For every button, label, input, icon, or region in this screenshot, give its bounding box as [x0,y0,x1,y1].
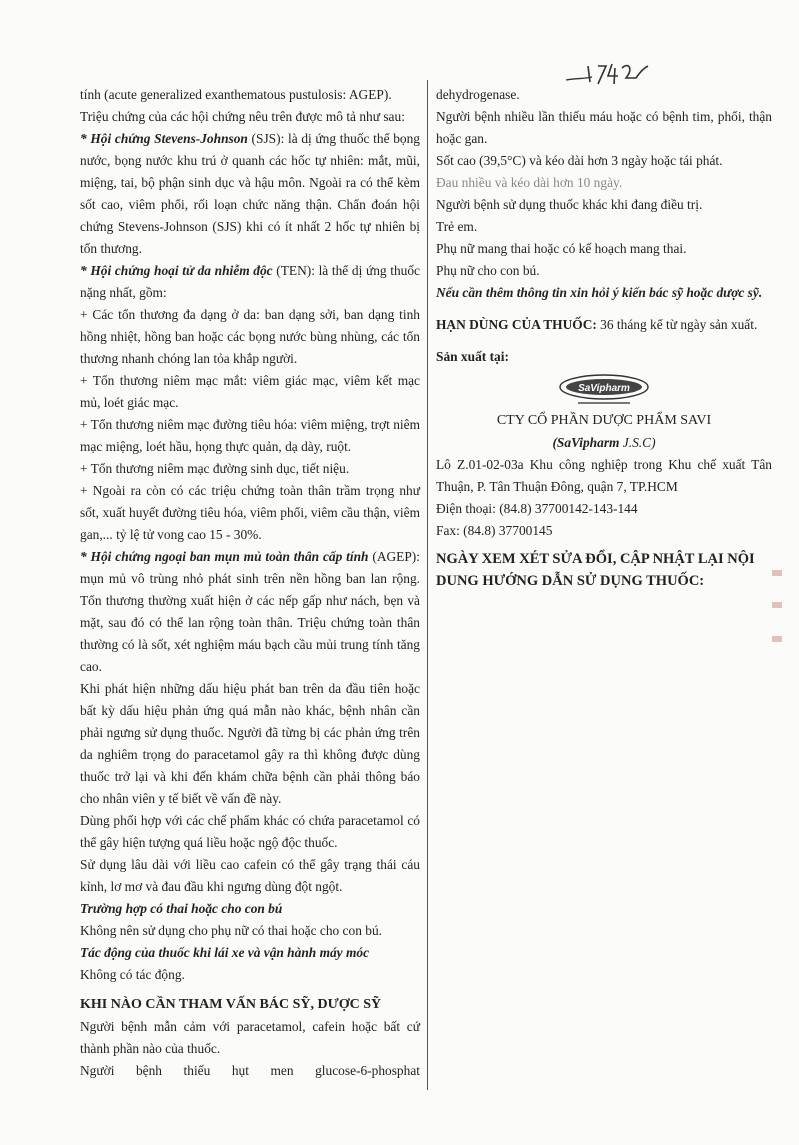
advice-text: Nếu cần thêm thông tin xin hỏi ý kiến bác sỹ hoặc dược sỹ. [436,285,763,300]
address: Lô Z.01-02-03a Khu công nghiệp trong Khu chế xuất Tân Thuận, P. Tân Thuận Đông, quận 7, TP.HCM [436,457,772,494]
company-brand-line [436,432,772,454]
agep-text: (AGEP): mụn mủ vô trùng nhỏ phát sinh trên nền hồng ban lan rộng. Tổn thương thường xuất hiện ở các nếp gấp như nách, bẹn và mặt, sau đó có thể lan rộng toàn thân. Triệu chứng toàn thân thường có là sốt, xét nghiệm máu bạch cầu mủi trung tính tăng cao. [80,549,420,674]
list-item: Phụ nữ cho con bú. [436,263,540,278]
edge-mark [772,602,782,608]
company-brand: (SaVipharm [552,435,620,450]
agep-section [80,546,420,678]
sjs-title: * Hội chứng Stevens-Johnson [80,131,248,146]
column-divider [427,80,428,1090]
paragraph: Triệu chứng của các hội chứng nêu trên được mô tả như sau: [80,109,405,124]
consult-heading: KHI NÀO CẦN THAM VẤN BÁC SỸ, DƯỢC SỸ [80,997,382,1012]
edge-mark [772,570,782,576]
savipharm-logo [558,372,650,408]
list-item: + Tổn thương niêm mạc đường tiêu hóa: viêm miệng, trợt niêm mạc miệng, loét hầu, họng thực quản, dạ dày, ruột. [80,417,420,454]
sjs-section [80,128,420,260]
list-item: Người bệnh mẫn cảm với paracetamol, cafein hoặc bất cứ thành phần nào của thuốc. [80,1019,420,1056]
list-item: + Tổn thương niêm mạc đường sinh dục, tiết niệu. [80,461,350,476]
made-at-label: Sản xuất tại: [436,349,509,364]
sjs-text: (SJS): là dị ứng thuốc thể bọng nước, bọng nước khu trú ở quanh các hốc tự nhiên: mắt, mũi, miệng, tai, bộ phận sinh dục và hậu môn. Ngoài ra có thể kèm sốt cao, viêm phổi, rối loạn chức năng thận. Chẩn đoán hội chứng Stevens-Johnson (SJS) khi có ít nhất 2 hốc tự nhiên bị tổn thương. [80,131,420,256]
paragraph: Dùng phối hợp với các chế phẩm khác có chứa paracetamol có thể gây hiện tượng quá liều hoặc ngộ độc thuốc. [80,813,420,850]
expiry-label: HẠN DÙNG CỦA THUỐC: [436,317,597,332]
paragraph: tính (acute generalized exanthematous pustulosis: AGEP). [80,87,392,102]
list-item: Người bệnh nhiều lần thiếu máu hoặc có bệnh tim, phổi, thận hoặc gan. [436,109,772,146]
paragraph: Khi phát hiện những dấu hiệu phát ban trên da đầu tiên hoặc bất kỳ dấu hiệu phản ứng quá mẫn nào khác, bệnh nhân cần phải ngưng sử dụng thuốc. Người đã từng bị các phản ứng trên da nghiêm trọng do paracetamol gây ra thì không được dùng thuốc trở lại và khi đến khám chữa bệnh cần phải thông báo cho nhân viên y tế biết về vấn đề này. [80,681,420,806]
agep-title: * Hội chứng ngoại ban mụn mủ toàn thân cấp tính [80,549,369,564]
list-item: dehydrogenase. [436,87,520,102]
right-column [436,84,772,592]
pregnancy-title: Trường hợp có thai hoặc cho con bú [80,901,283,916]
company-suffix: J.S.C) [619,435,656,450]
list-item: Sốt cao (39,5°C) và kéo dài hơn 3 ngày hoặc tái phát. [436,153,723,168]
driving-title: Tác động của thuốc khi lái xe và vận hành máy móc [80,945,370,960]
fax: Fax: (84.8) 37700145 [436,523,553,538]
list-item: + Tổn thương niêm mạc mắt: viêm giác mạc, viêm kết mạc mủ, loét giác mạc. [80,373,420,410]
list-item: Người bệnh thiếu hụt men glucose-6-phosphat [80,1063,420,1078]
list-item: Đau nhiều và kéo dài hơn 10 ngày. [436,175,623,190]
ten-text: (TEN): là thể dị ứng thuốc nặng nhất, gồm: [80,263,420,300]
driving-text: Không có tác động. [80,967,185,982]
left-column [80,84,420,1082]
paragraph: Sử dụng lâu dài với liều cao cafein có thể gây trạng thái cáu kỉnh, lơ mơ và đau đầu khi ngưng dùng đột ngột. [80,857,420,894]
ten-section [80,260,420,304]
review-heading: NGÀY XEM XÉT SỬA ĐỔI, CẬP NHẬT LẠI NỘI DUNG HƯỚNG DẪN SỬ DỤNG THUỐC: [436,551,755,589]
ten-title: * Hội chứng hoại tử da nhiễm độc [80,263,273,278]
phone: Điện thoại: (84.8) 37700142-143-144 [436,501,638,516]
pregnancy-text: Không nên sử dụng cho phụ nữ có thai hoặc cho con bú. [80,923,382,938]
logo-text: SaVipharm [578,383,630,394]
expiry-line [436,314,772,336]
list-item: + Ngoài ra còn có các triệu chứng toàn thân trầm trọng như sốt, xuất huyết đường tiêu hóa, viêm phổi, viêm cầu thận, viêm gan,... tỷ lệ tử vong cao 15 - 30%. [80,483,420,542]
list-item: Trẻ em. [436,219,478,234]
list-item: Phụ nữ mang thai hoặc có kế hoạch mang thai. [436,241,687,256]
expiry-value: 36 tháng kể từ ngày sản xuất. [596,317,758,332]
list-item: + Các tổn thương đa dạng ở da: ban dạng sởi, ban dạng tinh hồng nhiệt, hồng ban hoặc các bọng nước bùng nhùng, các tổn thương nhanh chóng lan tỏa khắp người. [80,307,420,366]
edge-mark [772,636,782,642]
list-item: Người bệnh sử dụng thuốc khác khi đang điều trị. [436,197,703,212]
company-name: CTY CỔ PHẦN DƯỢC PHẨM SAVI [496,413,712,428]
